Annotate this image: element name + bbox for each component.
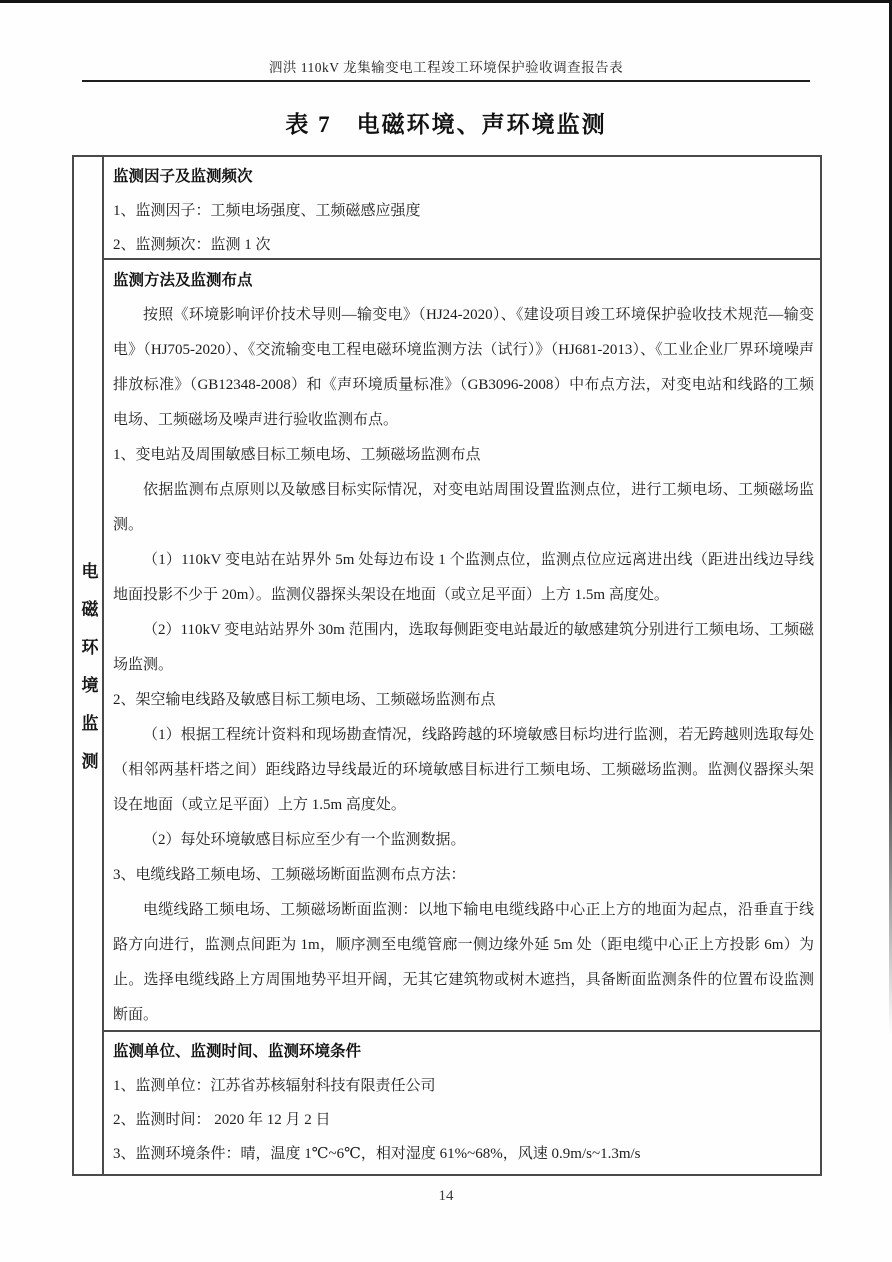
table-content-cell (104, 157, 820, 1174)
paragraph: （2）110kV 变电站站界外 30m 范围内，选取每侧距变电站最近的敏感建筑分别进行工频电场、工频磁场监测。 (113, 622, 814, 673)
header-rule (82, 80, 810, 82)
category-label-cell (74, 157, 104, 1174)
section-monitoring-method (104, 260, 820, 1032)
paragraph: 3、电缆线路工频电场、工频磁场断面监测布点方法： (113, 867, 466, 883)
paragraph: 依据监测布点原则以及敏感目标实际情况，对变电站周围设置监测点位，进行工频电场、工频磁场监测。 (113, 482, 814, 533)
paragraph: 2、架空输电线路及敏感目标工频电场、工频磁场监测布点 (113, 692, 496, 708)
page-number: 14 (438, 1188, 454, 1204)
section-heading: 监测因子及监测频次 (113, 168, 253, 185)
paragraph: 2、监测时间： 2020 年 12 月 2 日 (113, 1112, 331, 1128)
paragraph: （2）每处环境敏感目标应至少有一个监测数据。 (143, 832, 466, 848)
category-label: 电磁环境监测 (78, 562, 98, 790)
paragraph: 3、监测环境条件：晴，温度 1℃~6℃，相对湿度 61%~68%，风速 0.9m/s~1.3m/s (113, 1146, 641, 1162)
section-heading: 监测单位、监测时间、监测环境条件 (113, 1043, 362, 1060)
document-header: 泗洪 110kV 龙集输变电工程竣工环境保护验收调查报告表 (268, 60, 624, 75)
monitoring-table (72, 155, 822, 1176)
paragraph: （1）110kV 变电站在站界外 5m 处每边布设 1 个监测点位，监测点位应远离进出线（距进出线边导线地面投影不少于 20m）。监测仪器探头架设在地面（或立足平面）上方 1.5m 高度处。 (113, 552, 814, 603)
section-heading: 监测方法及监测布点 (113, 272, 253, 289)
paragraph: 按照《环境影响评价技术导则—输变电》（HJ24-2020）、《建设项目竣工环境保护验收技术规范—输变电》（HJ705-2020）、《交流输变电工程电磁环境监测方法（试行）》（HJ681-2013）、《工业企业厂界环境噪声排放标准》（GB12348-2008）和《声环境质量标准》（GB3096-2008）中布点方法，对变电站和线路的工频电场、工频磁场及噪声进行验收监测布点。 (113, 307, 814, 428)
paragraph: （1）根据工程统计资料和现场勘查情况，线路跨越的环境敏感目标均进行监测，若无跨越则选取每处（相邻两基杆塔之间）距线路边导线最近的环境敏感目标进行工频电场、工频磁场监测。监测仪器探头架设在地面（或立足平面）上方 1.5m 高度处。 (113, 727, 814, 813)
paragraph: 1、监测单位：江苏省苏核辐射科技有限责任公司 (113, 1078, 436, 1094)
paragraph: 1、变电站及周围敏感目标工频电场、工频磁场监测布点 (113, 447, 481, 463)
paragraph: 电缆线路工频电场、工频磁场断面监测：以地下输电电缆线路中心正上方的地面为起点，沿垂直于线路方向进行，监测点间距为 1m，顺序测至电缆管廊一侧边缘外延 5m 处（距电缆中心正上方投影 6m）为止。选择电缆线路上方周围地势平坦开阔，无其它建筑物或树木遮挡，具备断面监测条件的位置布设监测断面。 (113, 902, 814, 1023)
table-title: 表 7 电磁环境、声环境监测 (285, 112, 607, 137)
section-monitoring-factors (104, 157, 820, 260)
paragraph: 2、监测频次：监测 1 次 (113, 237, 271, 253)
paragraph: 1、监测因子：工频电场强度、工频磁感应强度 (113, 203, 421, 219)
section-monitoring-unit (104, 1032, 820, 1172)
scan-edge-top (0, 0, 892, 3)
